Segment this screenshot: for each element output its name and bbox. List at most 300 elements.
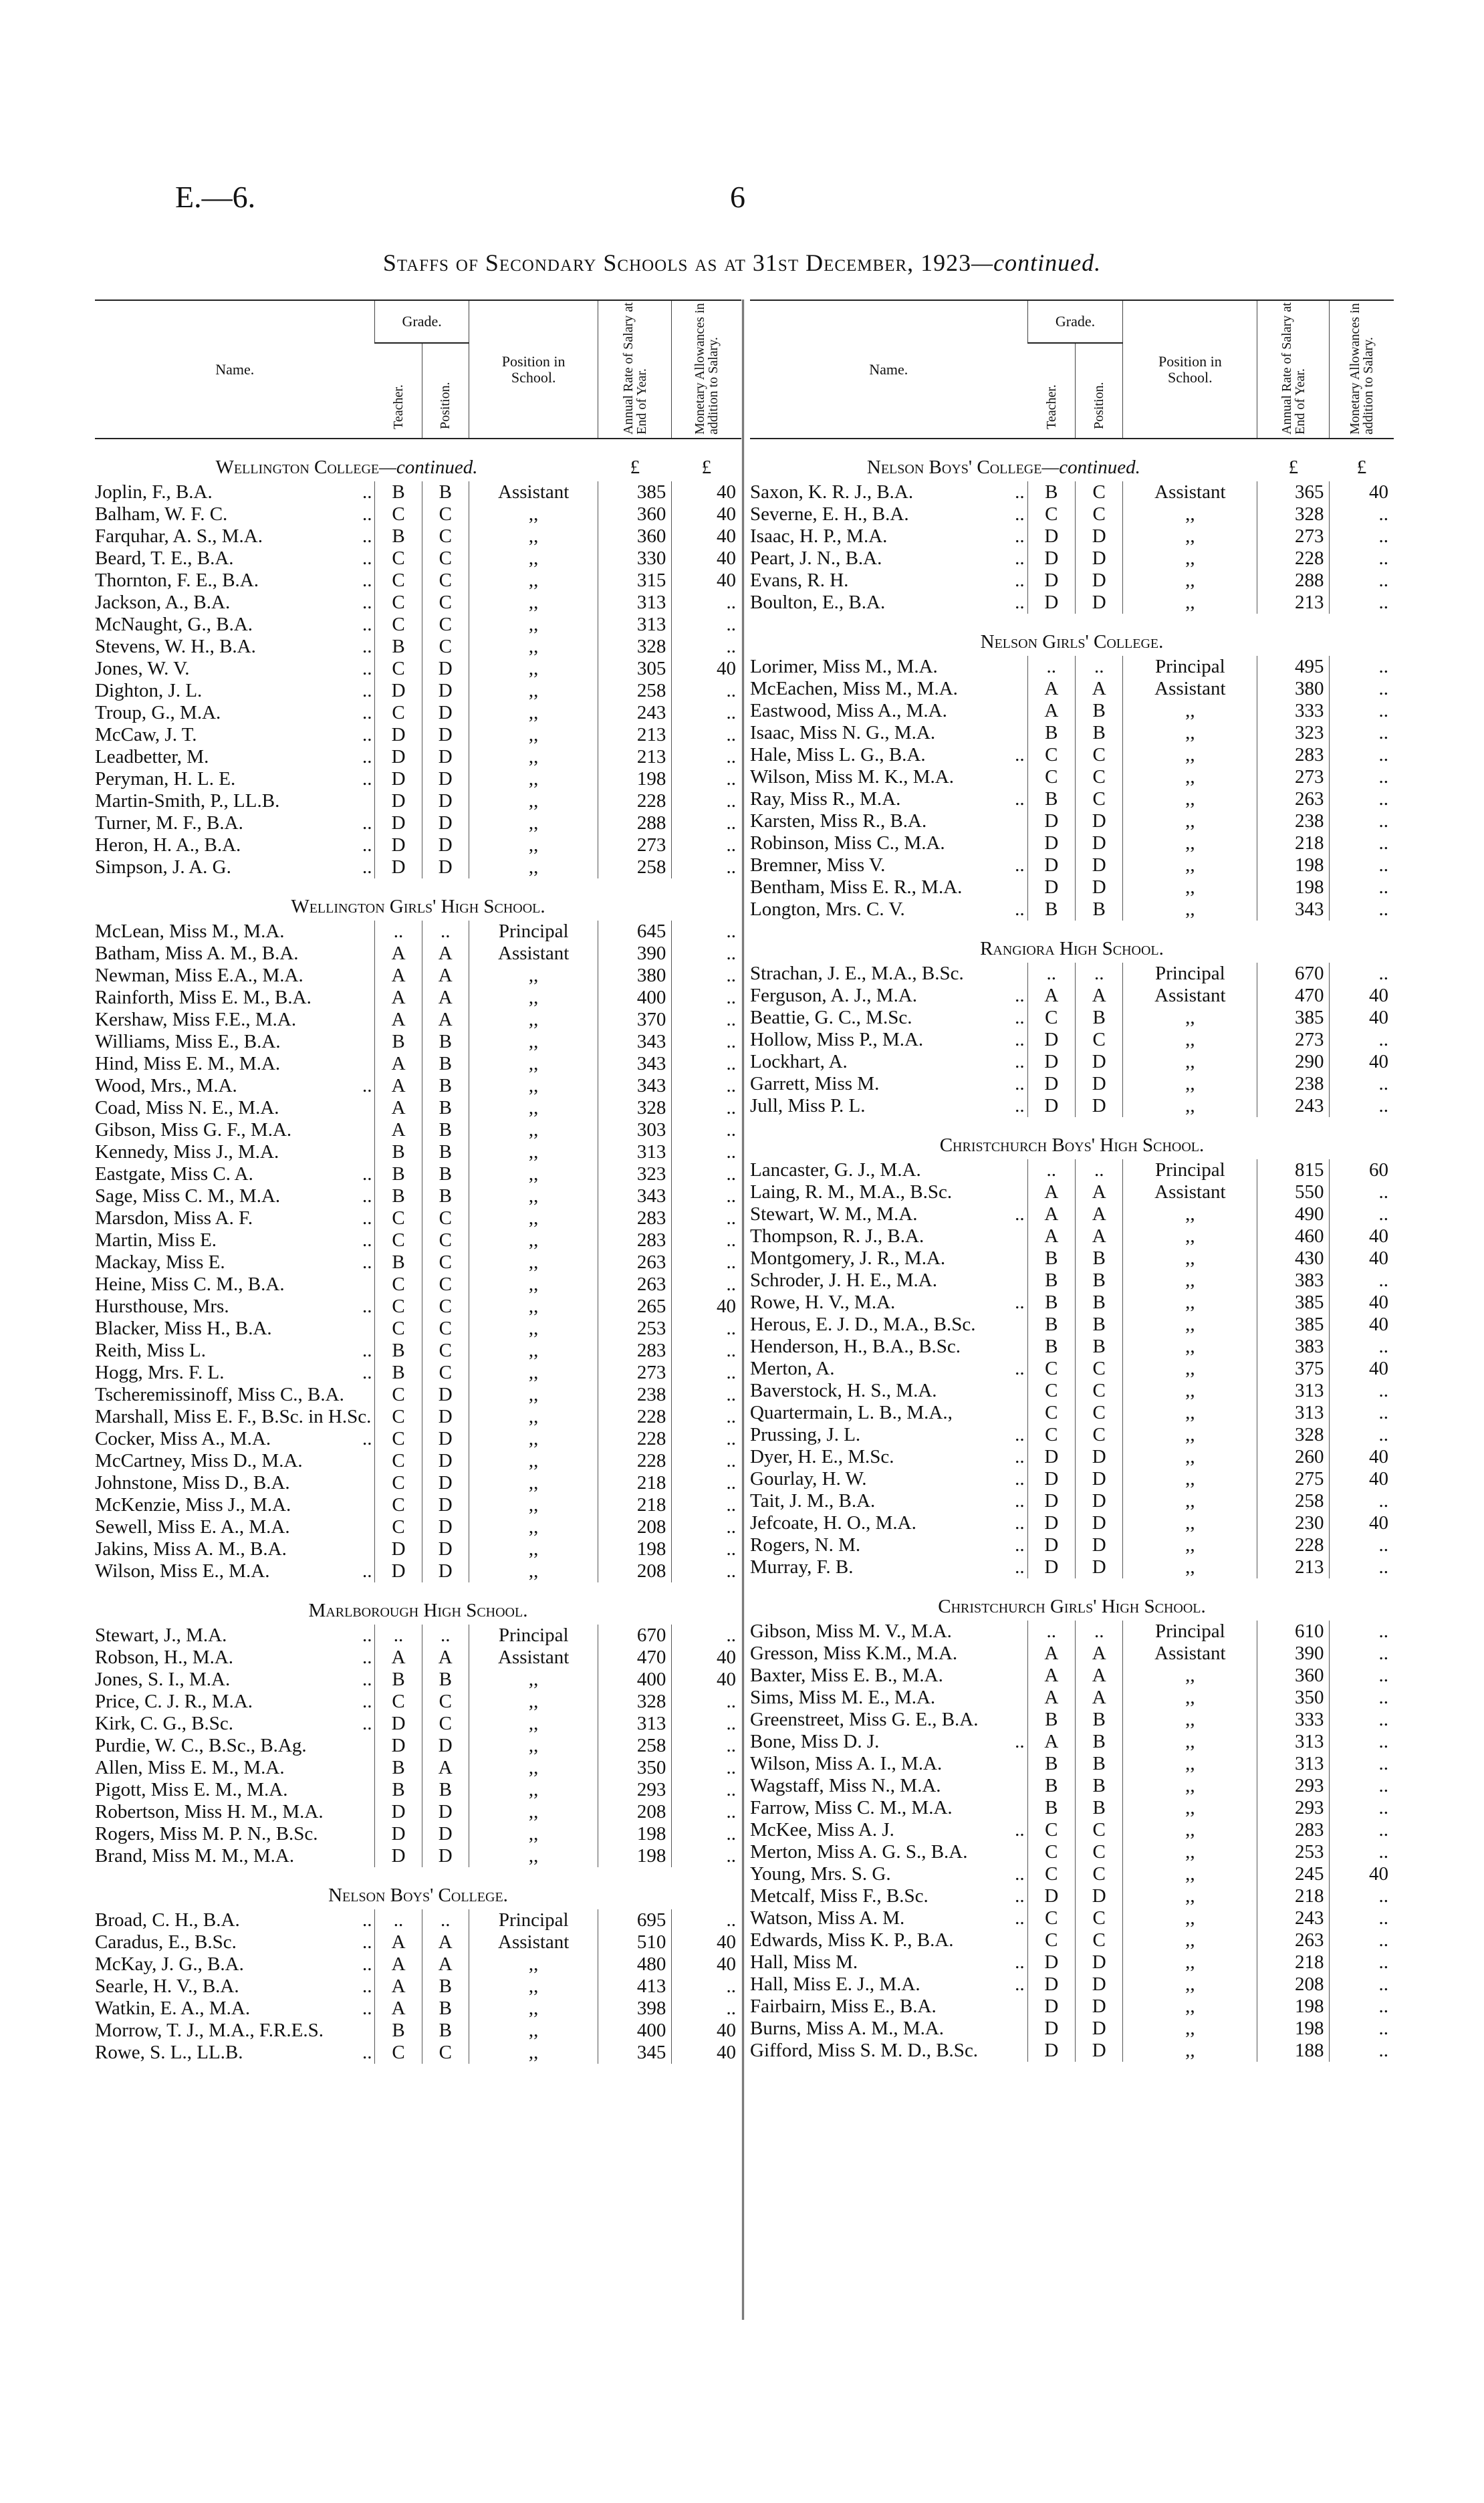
annual-salary: 273 <box>598 1362 672 1384</box>
grade-teacher: D <box>1027 1095 1075 1117</box>
staff-row <box>95 1119 741 1141</box>
annual-salary: 303 <box>598 1119 672 1141</box>
header-position: Position. <box>422 343 469 439</box>
leader-dots: .. <box>1015 1292 1025 1313</box>
staff-row <box>750 1225 1394 1247</box>
annual-salary: 213 <box>598 746 672 768</box>
staff-row <box>95 834 741 856</box>
annual-salary: 350 <box>598 1757 672 1779</box>
annual-salary: 328 <box>598 1097 672 1119</box>
monetary-allowance: 40 <box>1330 1314 1394 1336</box>
leader-dots: .. <box>1015 788 1025 810</box>
school-position: ,, <box>469 1009 598 1031</box>
grade-teacher: .. <box>1027 963 1075 985</box>
grade-position: B <box>1076 1292 1123 1314</box>
monetary-allowance: .. <box>672 1845 741 1867</box>
annual-salary: 263 <box>598 1252 672 1274</box>
annual-salary: 258 <box>598 856 672 878</box>
staff-row <box>750 722 1394 744</box>
staff-name: McCartney, Miss D., M.A. <box>95 1450 303 1471</box>
annual-salary: 230 <box>1257 1512 1330 1534</box>
annual-salary: 695 <box>598 1909 672 1931</box>
monetary-allowance: .. <box>672 1185 741 1207</box>
staff-row <box>95 1009 741 1031</box>
school-position: ,, <box>469 658 598 680</box>
grade-position: C <box>1076 1380 1123 1402</box>
leader-dots: .. <box>362 1185 372 1207</box>
monetary-allowance: .. <box>672 1340 741 1362</box>
school-position: ,, <box>469 724 598 746</box>
school-position: Principal <box>1123 963 1257 985</box>
staff-table-right <box>750 300 1394 2062</box>
school-position: ,, <box>1123 1007 1257 1029</box>
school-position: ,, <box>1123 1314 1257 1336</box>
staff-row <box>750 1095 1394 1117</box>
monetary-allowance: .. <box>1330 1731 1394 1753</box>
staff-row <box>95 768 741 790</box>
school-position: ,, <box>469 1472 598 1494</box>
grade-position: B <box>1076 1797 1123 1819</box>
grade-position: B <box>1076 700 1123 722</box>
staff-row <box>95 1625 741 1647</box>
monetary-allowance: .. <box>1330 766 1394 788</box>
table-header <box>95 300 741 343</box>
staff-name: Rowe, H. V., M.A. <box>750 1292 896 1313</box>
annual-salary: 328 <box>1257 1424 1330 1446</box>
school-position: ,, <box>469 1274 598 1296</box>
leader-dots: .. <box>362 1362 372 1383</box>
grade-teacher: D <box>1027 1490 1075 1512</box>
grade-position: B <box>422 1998 469 2020</box>
column-divider <box>742 300 744 2320</box>
monetary-allowance: .. <box>1330 1424 1394 1446</box>
grade-teacher: D <box>1027 1512 1075 1534</box>
staff-table-left <box>95 300 741 2064</box>
school-position: ,, <box>1123 1797 1257 1819</box>
currency-unit: £ <box>701 457 712 478</box>
annual-salary: 343 <box>1257 899 1330 921</box>
grade-position: D <box>1076 525 1123 548</box>
staff-name: Simpson, J. A. G. <box>95 856 231 878</box>
staff-row <box>95 1097 741 1119</box>
annual-salary: 343 <box>598 1185 672 1207</box>
staff-name: Hursthouse, Mrs. <box>95 1296 229 1317</box>
grade-teacher: C <box>375 1428 422 1450</box>
annual-salary: 218 <box>1257 1885 1330 1907</box>
grade-position: D <box>422 1406 469 1428</box>
staff-name: Marshall, Miss E. F., B.Sc. in H.Sc. <box>95 1406 372 1427</box>
grade-position: B <box>1076 1007 1123 1029</box>
leader-dots: .. <box>362 1163 372 1185</box>
staff-name: Herous, E. J. D., M.A., B.Sc. <box>750 1314 976 1335</box>
grade-teacher: B <box>375 1031 422 1053</box>
school-position: Assistant <box>469 481 598 503</box>
monetary-allowance: .. <box>1330 1775 1394 1797</box>
staff-name: Caradus, E., B.Sc. <box>95 1931 237 1953</box>
school-position: ,, <box>469 1691 598 1713</box>
leader-dots: .. <box>362 1207 372 1229</box>
grade-position: D <box>422 1450 469 1472</box>
monetary-allowance: .. <box>672 812 741 834</box>
staff-row <box>95 1450 741 1472</box>
annual-salary: 360 <box>1257 1665 1330 1687</box>
header-grade: Grade. <box>1027 300 1123 343</box>
school-position: ,, <box>1123 1270 1257 1292</box>
school-position: ,, <box>1123 1336 1257 1358</box>
school-position: ,, <box>469 1141 598 1163</box>
school-position: ,, <box>1123 1974 1257 1996</box>
grade-teacher: A <box>1027 985 1075 1007</box>
monetary-allowance: 40 <box>1330 1468 1394 1490</box>
annual-salary: 283 <box>598 1207 672 1229</box>
monetary-allowance: .. <box>1330 963 1394 985</box>
staff-row <box>95 790 741 812</box>
monetary-allowance: .. <box>1330 788 1394 810</box>
leader-dots: .. <box>362 1713 372 1734</box>
school-position: ,, <box>1123 899 1257 921</box>
grade-teacher: .. <box>375 1625 422 1647</box>
monetary-allowance: .. <box>672 1009 741 1031</box>
staff-name: Broad, C. H., B.A. <box>95 1909 240 1931</box>
staff-row <box>750 1929 1394 1951</box>
staff-name: Johnstone, Miss D., B.A. <box>95 1472 290 1494</box>
monetary-allowance: .. <box>672 987 741 1009</box>
staff-name: Ferguson, A. J., M.A. <box>750 985 918 1006</box>
grade-position: B <box>422 1031 469 1053</box>
staff-name: Henderson, H., B.A., B.Sc. <box>750 1336 961 1357</box>
monetary-allowance: 40 <box>672 481 741 503</box>
monetary-allowance: .. <box>1330 548 1394 570</box>
leader-dots: .. <box>362 503 372 525</box>
staff-row <box>750 899 1394 921</box>
annual-salary: 343 <box>598 1075 672 1097</box>
school-position: ,, <box>1123 548 1257 570</box>
school-position: ,, <box>469 503 598 525</box>
staff-name: Hollow, Miss P., M.A. <box>750 1029 924 1050</box>
annual-salary: 253 <box>598 1318 672 1340</box>
grade-teacher: A <box>375 965 422 987</box>
staff-row <box>750 1292 1394 1314</box>
school-heading <box>750 1117 1394 1159</box>
staff-name: Longton, Mrs. C. V. <box>750 899 905 920</box>
staff-row <box>95 1931 741 1953</box>
grade-teacher: C <box>375 570 422 592</box>
annual-salary: 385 <box>1257 1292 1330 1314</box>
monetary-allowance: 40 <box>1330 1446 1394 1468</box>
monetary-allowance: .. <box>1330 1907 1394 1929</box>
staff-name: Peart, J. N., B.A. <box>750 548 882 569</box>
grade-position: D <box>422 1428 469 1450</box>
grade-position: C <box>1076 744 1123 766</box>
staff-row <box>750 1556 1394 1578</box>
staff-name: Morrow, T. J., M.A., F.R.E.S. <box>95 2020 324 2041</box>
monetary-allowance: .. <box>1330 2018 1394 2040</box>
staff-row <box>95 1713 741 1735</box>
annual-salary: 315 <box>598 570 672 592</box>
grade-teacher: D <box>1027 592 1075 614</box>
staff-row <box>95 1340 741 1362</box>
monetary-allowance: .. <box>672 1031 741 1053</box>
grade-position: A <box>1076 985 1123 1007</box>
school-position: ,, <box>1123 1203 1257 1225</box>
grade-position: A <box>422 943 469 965</box>
staff-row <box>95 1998 741 2020</box>
grade-position: A <box>1076 1225 1123 1247</box>
leader-dots: .. <box>1015 570 1025 591</box>
school-position: ,, <box>469 1362 598 1384</box>
annual-salary: 350 <box>1257 1687 1330 1709</box>
school-position: ,, <box>469 636 598 658</box>
leader-dots: .. <box>1015 592 1025 613</box>
annual-salary: 328 <box>598 1691 672 1713</box>
monetary-allowance: .. <box>1330 1951 1394 1974</box>
grade-teacher: D <box>1027 810 1075 832</box>
monetary-allowance: .. <box>1330 1929 1394 1951</box>
grade-teacher: B <box>1027 1797 1075 1819</box>
staff-row <box>750 1314 1394 1336</box>
annual-salary: 208 <box>598 1801 672 1823</box>
staff-name: Hind, Miss E. M., M.A. <box>95 1053 281 1074</box>
school-heading <box>95 1582 741 1625</box>
school-position: ,, <box>1123 1819 1257 1841</box>
grade-position: C <box>422 1296 469 1318</box>
monetary-allowance: 40 <box>1330 1358 1394 1380</box>
grade-teacher: B <box>375 1340 422 1362</box>
school-position: Assistant <box>1123 678 1257 700</box>
school-position: ,, <box>469 1031 598 1053</box>
monetary-allowance: .. <box>1330 1819 1394 1841</box>
staff-row <box>95 1296 741 1318</box>
monetary-allowance: .. <box>672 1229 741 1252</box>
grade-teacher: D <box>1027 2018 1075 2040</box>
staff-row <box>750 1512 1394 1534</box>
staff-name: Joplin, F., B.A. <box>95 481 213 503</box>
staff-name: Quartermain, L. B., M.A., <box>750 1402 953 1423</box>
annual-salary: 333 <box>1257 1709 1330 1731</box>
school-position: ,, <box>469 1953 598 1976</box>
grade-position: C <box>422 1207 469 1229</box>
table-header <box>750 300 1394 343</box>
grade-position: C <box>422 1362 469 1384</box>
annual-salary: 238 <box>1257 810 1330 832</box>
staff-row <box>95 503 741 525</box>
staff-name: Merton, Miss A. G. S., B.A. <box>750 1841 968 1863</box>
grade-teacher: C <box>1027 503 1075 525</box>
continued-label: —continued. <box>379 457 478 478</box>
school-position: ,, <box>469 1801 598 1823</box>
staff-name: Lockhart, A. <box>750 1051 848 1072</box>
annual-salary: 293 <box>1257 1775 1330 1797</box>
grade-teacher: C <box>375 1494 422 1516</box>
annual-salary: 313 <box>598 614 672 636</box>
grade-position: D <box>422 768 469 790</box>
staff-row <box>95 2042 741 2064</box>
leader-dots: .. <box>1015 744 1025 765</box>
staff-row <box>750 810 1394 832</box>
monetary-allowance: .. <box>1330 1029 1394 1051</box>
staff-row <box>750 766 1394 788</box>
staff-row <box>95 1560 741 1582</box>
staff-name: Laing, R. M., M.A., B.Sc. <box>750 1181 953 1203</box>
grade-position: D <box>422 1494 469 1516</box>
leader-dots: .. <box>1015 1556 1025 1578</box>
school-name: Nelson Girls' College. <box>980 631 1164 652</box>
monetary-allowance: 40 <box>1330 1007 1394 1029</box>
staff-row <box>750 1687 1394 1709</box>
school-position: ,, <box>1123 1731 1257 1753</box>
header-teacher: Teacher. <box>375 343 422 439</box>
annual-salary: 273 <box>598 834 672 856</box>
school-position: Assistant <box>1123 481 1257 503</box>
monetary-allowance: .. <box>672 856 741 878</box>
monetary-allowance: .. <box>672 1779 741 1801</box>
grade-teacher: A <box>375 1097 422 1119</box>
school-position: ,, <box>1123 1863 1257 1885</box>
school-position: ,, <box>1123 1292 1257 1314</box>
staff-row <box>750 854 1394 876</box>
monetary-allowance: .. <box>672 1252 741 1274</box>
annual-salary: 333 <box>1257 700 1330 722</box>
school-position: ,, <box>1123 592 1257 614</box>
monetary-allowance: .. <box>1330 1203 1394 1225</box>
grade-position: C <box>1076 481 1123 503</box>
school-position: ,, <box>1123 1095 1257 1117</box>
staff-row <box>750 1424 1394 1446</box>
monetary-allowance: .. <box>1330 592 1394 614</box>
staff-row <box>95 943 741 965</box>
staff-name: Karsten, Miss R., B.A. <box>750 810 927 832</box>
staff-row <box>95 548 741 570</box>
leader-dots: .. <box>362 834 372 856</box>
staff-name: Martin, Miss E. <box>95 1229 217 1251</box>
staff-name: Cocker, Miss A., M.A. <box>95 1428 271 1449</box>
staff-name: Eastwood, Miss A., M.A. <box>750 700 947 721</box>
annual-salary: 228 <box>598 790 672 812</box>
grade-position: D <box>422 1735 469 1757</box>
staff-row <box>95 570 741 592</box>
header-allowances: Monetary Allowances in addition to Salary. <box>672 300 741 439</box>
leader-dots: .. <box>362 1909 372 1931</box>
staff-name: Purdie, W. C., B.Sc., B.Ag. <box>95 1735 307 1756</box>
leader-dots: .. <box>1015 1819 1025 1840</box>
grade-teacher: A <box>1027 678 1075 700</box>
annual-salary: 263 <box>598 1274 672 1296</box>
leader-dots: .. <box>1015 525 1025 547</box>
staff-row <box>95 658 741 680</box>
staff-row <box>95 1362 741 1384</box>
grade-position: C <box>422 636 469 658</box>
staff-name: Peryman, H. L. E. <box>95 768 236 790</box>
school-position: ,, <box>469 812 598 834</box>
staff-name: Leadbetter, M. <box>95 746 209 767</box>
grade-position: B <box>422 1097 469 1119</box>
monetary-allowance: 40 <box>1330 985 1394 1007</box>
school-position: ,, <box>1123 1687 1257 1709</box>
grade-position: D <box>422 790 469 812</box>
school-heading <box>750 1578 1394 1621</box>
page-title <box>0 249 1484 277</box>
annual-salary: 375 <box>1257 1358 1330 1380</box>
annual-salary: 198 <box>598 768 672 790</box>
staff-name: Stewart, J., M.A. <box>95 1625 227 1646</box>
annual-salary: 228 <box>598 1406 672 1428</box>
grade-position: A <box>1076 1181 1123 1203</box>
annual-salary: 283 <box>598 1229 672 1252</box>
annual-salary: 208 <box>598 1560 672 1582</box>
grade-position: A <box>422 1009 469 1031</box>
header-salary: Annual Rate of Salary at End of Year. <box>598 300 672 439</box>
staff-name: McEachen, Miss M., M.A. <box>750 678 958 699</box>
grade-position: C <box>422 1691 469 1713</box>
staff-row <box>750 1863 1394 1885</box>
grade-teacher: B <box>1027 1753 1075 1775</box>
monetary-allowance: .. <box>1330 1885 1394 1907</box>
header-teacher: Teacher. <box>1027 343 1075 439</box>
grade-position: D <box>1076 1885 1123 1907</box>
monetary-allowance: .. <box>1330 832 1394 854</box>
monetary-allowance: .. <box>1330 744 1394 766</box>
annual-salary: 290 <box>1257 1051 1330 1073</box>
monetary-allowance: 40 <box>1330 1225 1394 1247</box>
monetary-allowance: .. <box>672 1119 741 1141</box>
monetary-allowance: 40 <box>672 570 741 592</box>
grade-position: D <box>422 1823 469 1845</box>
monetary-allowance: .. <box>1330 1687 1394 1709</box>
staff-name: Troup, G., M.A. <box>95 702 221 723</box>
leader-dots: .. <box>1015 1073 1025 1094</box>
grade-position: C <box>422 525 469 548</box>
staff-row <box>95 1647 741 1669</box>
school-position: ,, <box>469 790 598 812</box>
staff-name: Baverstock, H. S., M.A. <box>750 1380 937 1401</box>
annual-salary: 495 <box>1257 656 1330 678</box>
grade-position: B <box>1076 722 1123 744</box>
staff-row <box>95 1406 741 1428</box>
monetary-allowance: .. <box>672 768 741 790</box>
school-position: Principal <box>1123 1159 1257 1181</box>
school-position: ,, <box>469 1823 598 1845</box>
monetary-allowance: .. <box>672 1384 741 1406</box>
header-position-in-school: Position in School. <box>1123 300 1257 439</box>
grade-position: A <box>422 1647 469 1669</box>
staff-row <box>750 1051 1394 1073</box>
grade-teacher: D <box>375 1823 422 1845</box>
school-position: ,, <box>1123 1753 1257 1775</box>
school-position: ,, <box>469 1384 598 1406</box>
school-position: ,, <box>1123 1929 1257 1951</box>
staff-row <box>95 1207 741 1229</box>
grade-teacher: D <box>1027 876 1075 899</box>
annual-salary: 288 <box>598 812 672 834</box>
monetary-allowance: .. <box>672 1625 741 1647</box>
annual-salary: 313 <box>598 592 672 614</box>
grade-position: B <box>1076 1709 1123 1731</box>
leader-dots: .. <box>362 2042 372 2063</box>
grade-position: C <box>1076 1819 1123 1841</box>
monetary-allowance: .. <box>672 834 741 856</box>
annual-salary: 400 <box>598 1669 672 1691</box>
staff-row <box>750 1819 1394 1841</box>
staff-name: Mackay, Miss E. <box>95 1252 225 1273</box>
grade-teacher: B <box>1027 899 1075 921</box>
monetary-allowance: .. <box>672 1097 741 1119</box>
staff-row <box>750 985 1394 1007</box>
staff-name: Lorimer, Miss M., M.A. <box>750 656 938 677</box>
staff-row <box>750 1073 1394 1095</box>
school-position: ,, <box>469 834 598 856</box>
school-heading <box>95 878 741 921</box>
school-position: Principal <box>1123 1621 1257 1643</box>
